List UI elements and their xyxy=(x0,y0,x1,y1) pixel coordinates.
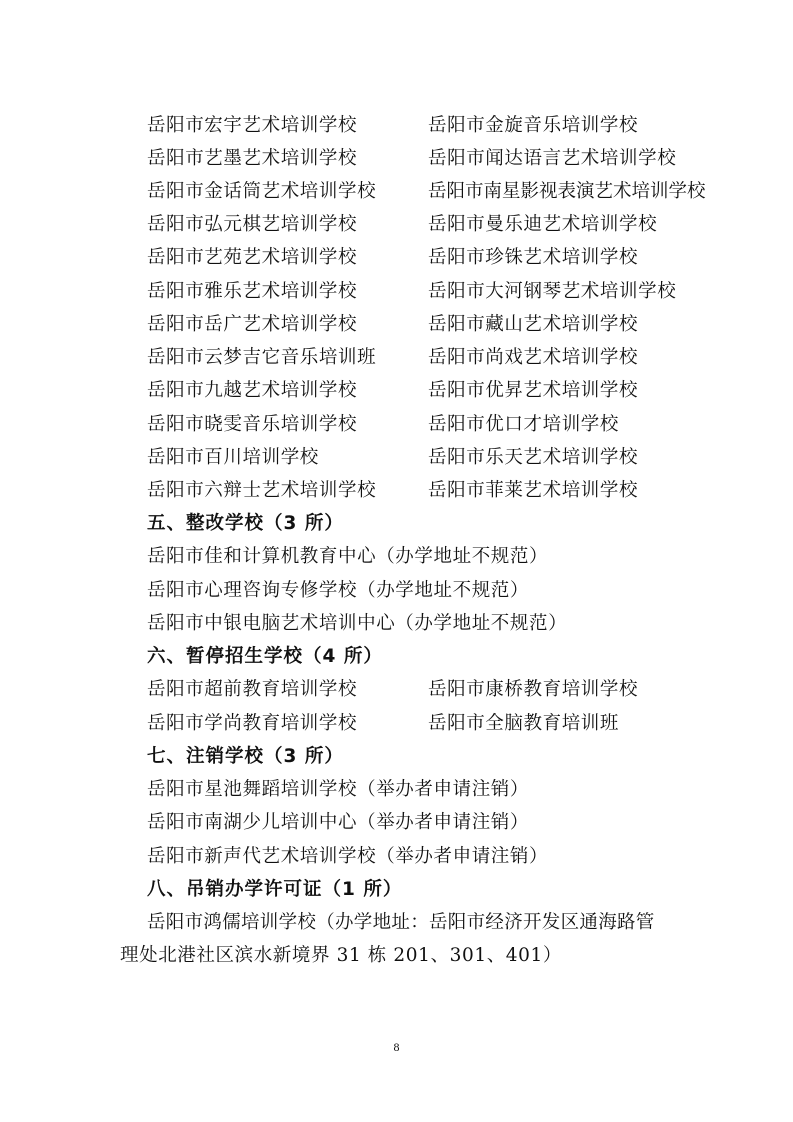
list-item: 岳阳市优昇艺术培训学校 xyxy=(428,380,639,401)
list-item: 岳阳市大河钢琴艺术培训学校 xyxy=(428,281,677,302)
list-item: 岳阳市九越艺术培训学校 xyxy=(147,380,358,401)
list-item: 岳阳市星池舞蹈培训学校（举办者申请注销） xyxy=(147,779,530,800)
list-item: 岳阳市艺墨艺术培训学校 xyxy=(147,148,358,169)
list-item: 岳阳市菲莱艺术培训学校 xyxy=(428,480,639,501)
paragraph-line: 岳阳市鸿儒培训学校（办学地址：岳阳市经济开发区通海路管 xyxy=(147,912,655,933)
list-item: 岳阳市艺苑艺术培训学校 xyxy=(147,247,358,268)
list-item: 岳阳市珍铢艺术培训学校 xyxy=(428,247,639,268)
list-item: 岳阳市中银电脑艺术培训中心（办学地址不规范） xyxy=(147,613,568,634)
list-item: 岳阳市岳广艺术培训学校 xyxy=(147,314,358,335)
list-item: 岳阳市宏宇艺术培训学校 xyxy=(147,115,358,136)
section-heading: 五、整改学校（3 所） xyxy=(147,513,344,534)
list-item: 岳阳市康桥教育培训学校 xyxy=(428,679,639,700)
list-item: 岳阳市百川培训学校 xyxy=(147,447,319,468)
page-number: 8 xyxy=(393,1040,400,1054)
list-item: 岳阳市佳和计算机教育中心（办学地址不规范） xyxy=(147,546,549,567)
list-item: 岳阳市弘元棋艺培训学校 xyxy=(147,214,358,235)
list-item: 岳阳市雅乐艺术培训学校 xyxy=(147,281,358,302)
paragraph-line: 理处北港社区滨水新境界 31 栋 201、301、401） xyxy=(120,945,563,966)
list-item: 岳阳市金旋音乐培训学校 xyxy=(428,115,639,136)
section-heading: 七、注销学校（3 所） xyxy=(147,746,344,767)
list-item: 岳阳市曼乐迪艺术培训学校 xyxy=(428,214,658,235)
list-item: 岳阳市心理咨询专修学校（办学地址不规范） xyxy=(147,580,530,601)
list-item: 岳阳市藏山艺术培训学校 xyxy=(428,314,639,335)
list-item: 岳阳市云梦吉它音乐培训班 xyxy=(147,347,377,368)
section-heading: 六、暂停招生学校（4 所） xyxy=(147,646,383,667)
list-item: 岳阳市六辩士艺术培训学校 xyxy=(147,480,377,501)
list-item: 岳阳市乐天艺术培训学校 xyxy=(428,447,639,468)
list-item: 岳阳市晓雯音乐培训学校 xyxy=(147,414,358,435)
list-item: 岳阳市尚戏艺术培训学校 xyxy=(428,347,639,368)
list-item: 岳阳市金话筒艺术培训学校 xyxy=(147,181,377,202)
list-item: 岳阳市全脑教育培训班 xyxy=(428,713,620,734)
list-item: 岳阳市学尚教育培训学校 xyxy=(147,713,358,734)
list-item: 岳阳市新声代艺术培训学校（举办者申请注销） xyxy=(147,846,549,867)
list-item: 岳阳市闻达语言艺术培训学校 xyxy=(428,148,677,169)
list-item: 岳阳市优口才培训学校 xyxy=(428,414,620,435)
list-item: 岳阳市超前教育培训学校 xyxy=(147,679,358,700)
list-item: 岳阳市南湖少儿培训中心（举办者申请注销） xyxy=(147,812,530,833)
list-item: 岳阳市南星影视表演艺术培训学校 xyxy=(428,181,706,202)
section-heading: 八、吊销办学许可证（1 所） xyxy=(147,879,403,900)
